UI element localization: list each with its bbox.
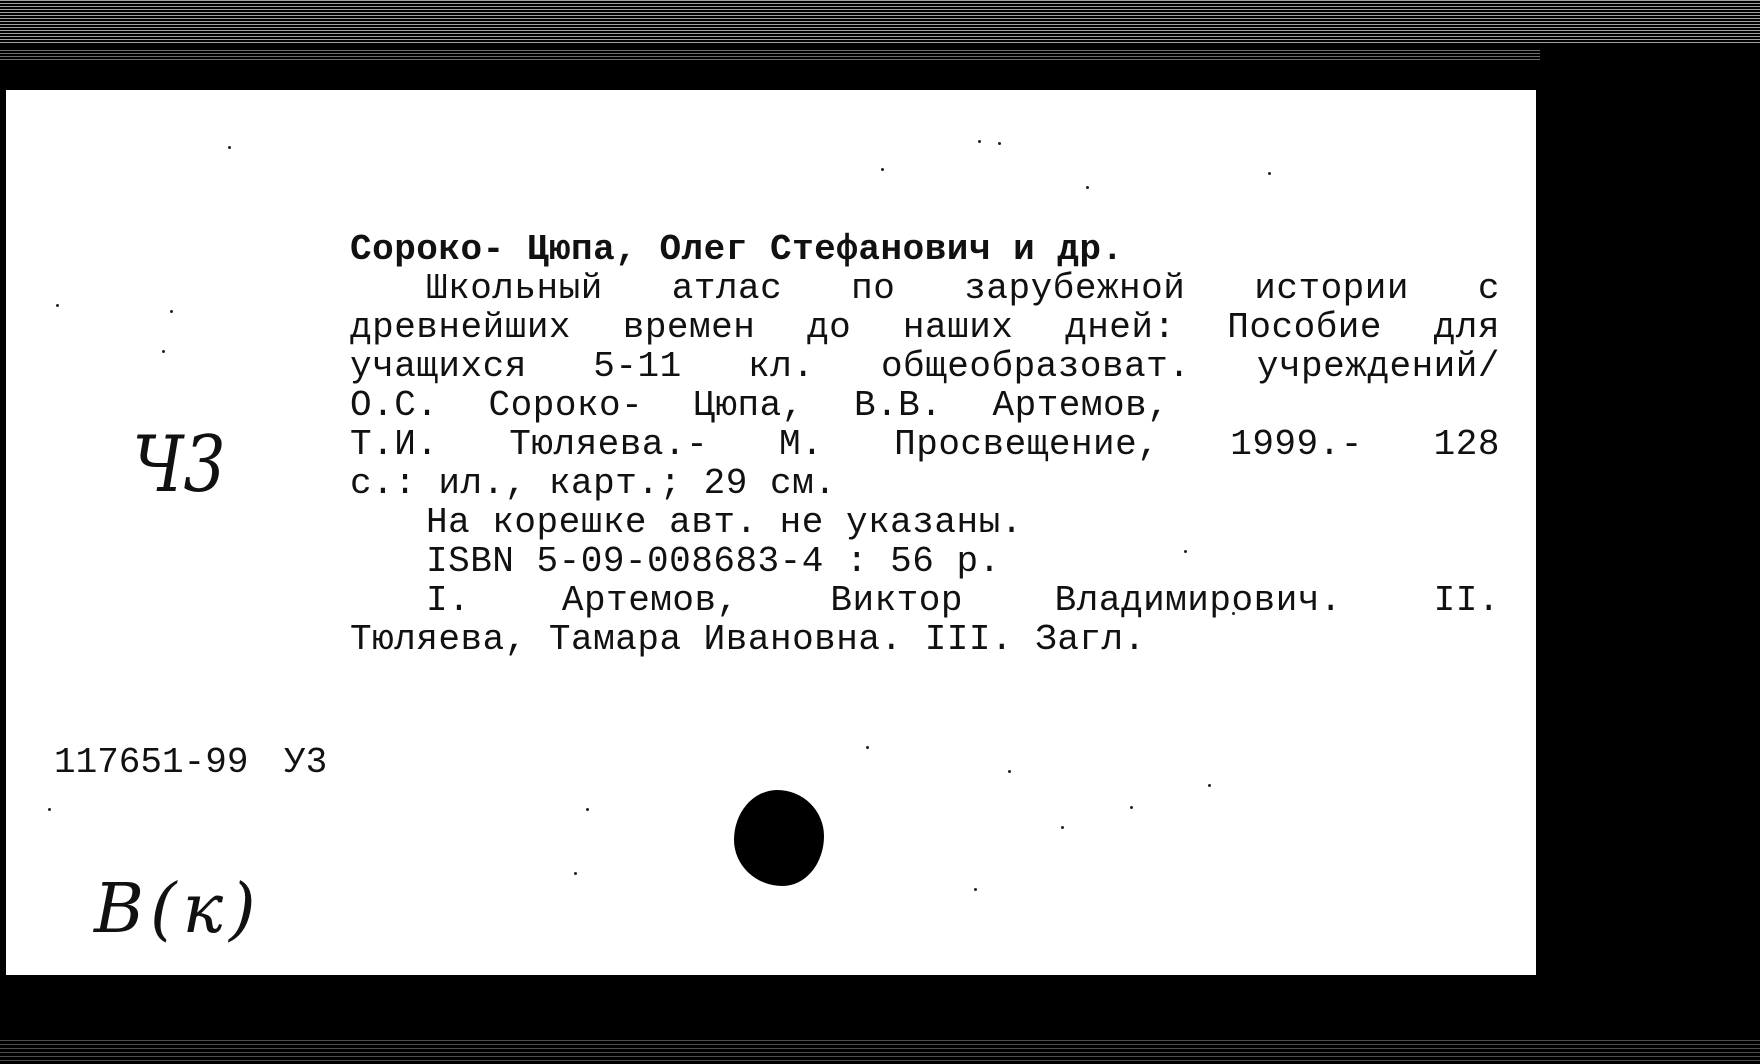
card-line-title-3: учащихся 5-11 кл. общеобразоват. учреждений/ <box>350 346 1500 387</box>
speck <box>974 888 977 891</box>
handwritten-mark: В(к) <box>94 870 262 949</box>
speck <box>1086 186 1089 189</box>
speck <box>228 146 231 149</box>
card-line-authors-1: О.С. Сороко- Цюпа, В.В. Артемов, <box>350 385 1170 426</box>
card-line-title-2: древнейших времен до наших дней: Пособие для <box>350 307 1500 348</box>
card-line-isbn: ISBN 5-09-008683-4 : 56 р. <box>426 541 1001 582</box>
speck <box>574 872 577 875</box>
speck <box>162 350 165 353</box>
punch-hole <box>734 790 824 886</box>
catalog-card <box>6 90 1536 975</box>
card-line-title-1: Школьный атлас по зарубежной истории с <box>426 268 1500 309</box>
accession-number: 117651-99 У3 <box>54 742 328 783</box>
card-body <box>350 230 1500 659</box>
speck <box>881 168 884 171</box>
card-line-tracing-2: Тюляева, Тамара Ивановна. III. Загл. <box>350 619 1146 660</box>
speck <box>1208 784 1211 787</box>
scan-noise-bottom <box>0 1040 1760 1064</box>
scan-noise-top <box>0 0 1760 44</box>
speck <box>866 746 869 749</box>
speck <box>170 310 173 313</box>
speck <box>586 808 589 811</box>
speck <box>48 808 51 811</box>
card-line-note: На корешке авт. не указаны. <box>426 502 1023 543</box>
speck <box>1268 172 1271 175</box>
speck <box>1061 826 1064 829</box>
speck <box>1008 770 1011 773</box>
card-line-tracing-1: I. Артемов, Виктор Владимирович. II. <box>426 580 1500 621</box>
handwritten-shelf-mark: Ч3 <box>132 420 226 510</box>
speck <box>1130 806 1133 809</box>
card-line-authors-2: Т.И. Тюляева.- М. Просвещение, 1999.- 128 <box>350 424 1500 465</box>
card-line-physical: с.: ил., карт.; 29 см. <box>350 463 837 504</box>
card-line-author: Сороко- Цюпа, Олег Стефанович и др. <box>350 229 1124 270</box>
speck <box>978 140 981 143</box>
scan-noise-top-secondary <box>0 50 1540 62</box>
speck <box>998 142 1001 145</box>
speck <box>56 304 59 307</box>
